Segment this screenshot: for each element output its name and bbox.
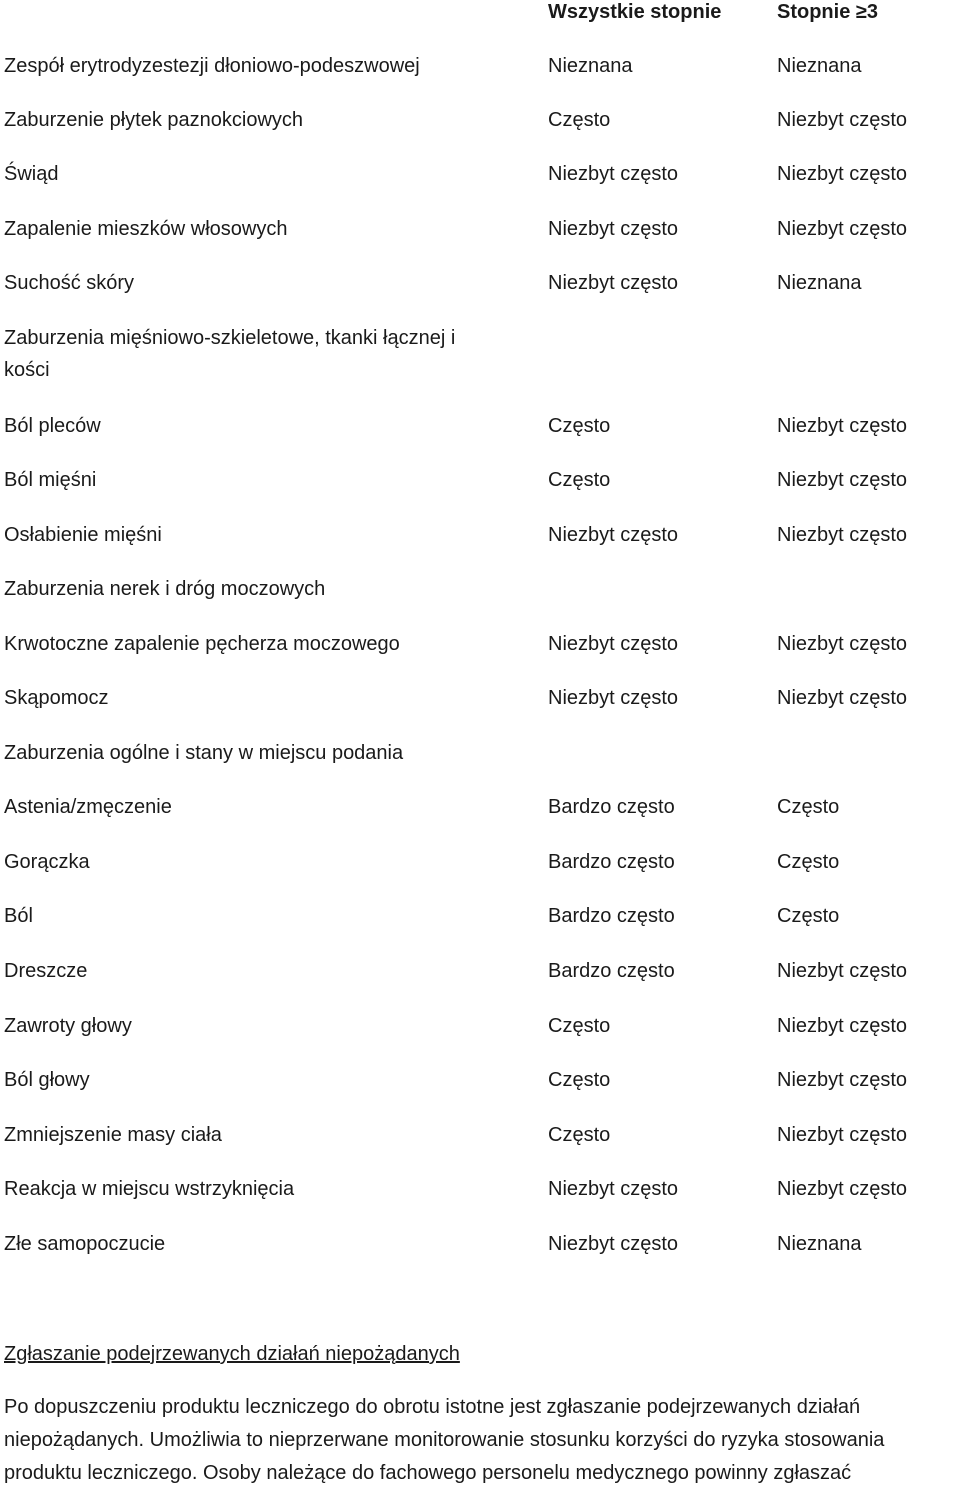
row-label: Zaburzenie płytek paznokciowych [4, 109, 304, 131]
table-row [0, 1173, 960, 1207]
frequency-grade-3: Niezbyt często [777, 109, 908, 131]
row-label: Osłabienie mięśni [4, 524, 162, 546]
table-row [0, 846, 960, 880]
row-label: Krwotoczne zapalenie pęcherza moczowego [4, 633, 400, 655]
frequency-grade-3: Często [777, 796, 840, 818]
paragraph-line: Po dopuszczeniu produktu leczniczego do obrotu istotne jest zgłaszanie podejrzewanych działań [4, 1396, 861, 1418]
frequency-all-grades: Często [548, 469, 611, 491]
row-label: Zmniejszenie masy ciała [4, 1124, 222, 1146]
table-row [0, 900, 960, 934]
frequency-all-grades: Niezbyt często [548, 633, 679, 655]
frequency-grade-3: Niezbyt często [777, 1069, 908, 1091]
frequency-grade-3: Niezbyt często [777, 960, 908, 982]
frequency-grade-3: Niezbyt często [777, 633, 908, 655]
table-row [0, 1064, 960, 1098]
table-row [0, 1119, 960, 1153]
row-label: Ból pleców [4, 415, 101, 437]
reporting-section-paragraph [4, 1391, 959, 1490]
frequency-grade-3: Niezbyt często [777, 1178, 908, 1200]
frequency-all-grades: Nieznana [548, 55, 633, 77]
row-label: Suchość skóry [4, 272, 135, 294]
table-row [0, 267, 960, 301]
row-label: Astenia/zmęczenie [4, 796, 172, 818]
row-label: Ból głowy [4, 1069, 90, 1091]
section-heading-line: Zaburzenia mięśniowo-szkieletowe, tkanki łącznej i [4, 327, 456, 349]
row-label: Zapalenie mieszków włosowych [4, 218, 288, 240]
column-header-all-grades: Wszystkie stopnie [548, 1, 722, 23]
table-row [0, 104, 960, 138]
table-row [0, 50, 960, 84]
frequency-all-grades: Niezbyt często [548, 524, 679, 546]
frequency-grade-3: Niezbyt często [777, 218, 908, 240]
frequency-grade-3: Niezbyt często [777, 1124, 908, 1146]
frequency-all-grades: Niezbyt często [548, 687, 679, 709]
frequency-grade-3: Nieznana [777, 1233, 862, 1255]
frequency-grade-3: Niezbyt często [777, 163, 908, 185]
frequency-all-grades: Często [548, 1015, 611, 1037]
frequency-grade-3: Często [777, 851, 840, 873]
frequency-all-grades: Często [548, 1124, 611, 1146]
frequency-all-grades: Często [548, 1069, 611, 1091]
frequency-grade-3: Niezbyt często [777, 415, 908, 437]
section-heading-renal: Zaburzenia nerek i dróg moczowych [4, 578, 326, 600]
frequency-all-grades: Bardzo często [548, 796, 675, 818]
paragraph-line: niepożądanych. Umożliwia to nieprzerwane monitorowanie stosunku korzyści do ryzyka stosowania [4, 1429, 885, 1451]
table-row [0, 410, 960, 444]
section-heading-line: kości [4, 359, 50, 381]
frequency-grade-3: Często [777, 905, 840, 927]
section-heading-general: Zaburzenia ogólne i stany w miejscu podania [4, 742, 404, 764]
section-heading-musculoskeletal [4, 322, 504, 386]
frequency-grade-3: Nieznana [777, 272, 862, 294]
row-label: Ból mięśni [4, 469, 97, 491]
table-row [0, 158, 960, 192]
table-row [0, 213, 960, 247]
row-label: Skąpomocz [4, 687, 109, 709]
frequency-all-grades: Bardzo często [548, 960, 675, 982]
table-row [0, 464, 960, 498]
paragraph-line: produktu leczniczego. Osoby należące do fachowego personelu medycznego powinny zgłaszać [4, 1462, 852, 1484]
table-row [0, 682, 960, 716]
frequency-all-grades: Bardzo często [548, 905, 675, 927]
reporting-section-title: Zgłaszanie podejrzewanych działań niepożądanych [4, 1343, 460, 1365]
table-row [0, 519, 960, 553]
table-row [0, 1010, 960, 1044]
frequency-grade-3: Niezbyt często [777, 524, 908, 546]
frequency-all-grades: Bardzo często [548, 851, 675, 873]
frequency-all-grades: Niezbyt często [548, 163, 679, 185]
row-label: Zespół erytrodyzestezji dłoniowo-podeszwowej [4, 55, 420, 77]
frequency-all-grades: Niezbyt często [548, 218, 679, 240]
table-row [0, 628, 960, 662]
frequency-grade-3: Nieznana [777, 55, 862, 77]
frequency-grade-3: Niezbyt często [777, 469, 908, 491]
row-label: Gorączka [4, 851, 90, 873]
row-label: Złe samopoczucie [4, 1233, 166, 1255]
frequency-all-grades: Często [548, 109, 611, 131]
table-header [0, 0, 960, 24]
table-row [0, 955, 960, 989]
frequency-all-grades: Często [548, 415, 611, 437]
frequency-grade-3: Niezbyt często [777, 687, 908, 709]
row-label: Świąd [4, 163, 59, 185]
row-label: Reakcja w miejscu wstrzyknięcia [4, 1178, 295, 1200]
row-label: Dreszcze [4, 960, 88, 982]
table-row [0, 1228, 960, 1262]
frequency-all-grades: Niezbyt często [548, 1178, 679, 1200]
table-row [0, 791, 960, 825]
frequency-grade-3: Niezbyt często [777, 1015, 908, 1037]
column-header-grade-3-plus: Stopnie ≥3 [777, 1, 878, 23]
frequency-all-grades: Niezbyt często [548, 272, 679, 294]
row-label: Ból [4, 905, 33, 927]
frequency-all-grades: Niezbyt często [548, 1233, 679, 1255]
row-label: Zawroty głowy [4, 1015, 132, 1037]
